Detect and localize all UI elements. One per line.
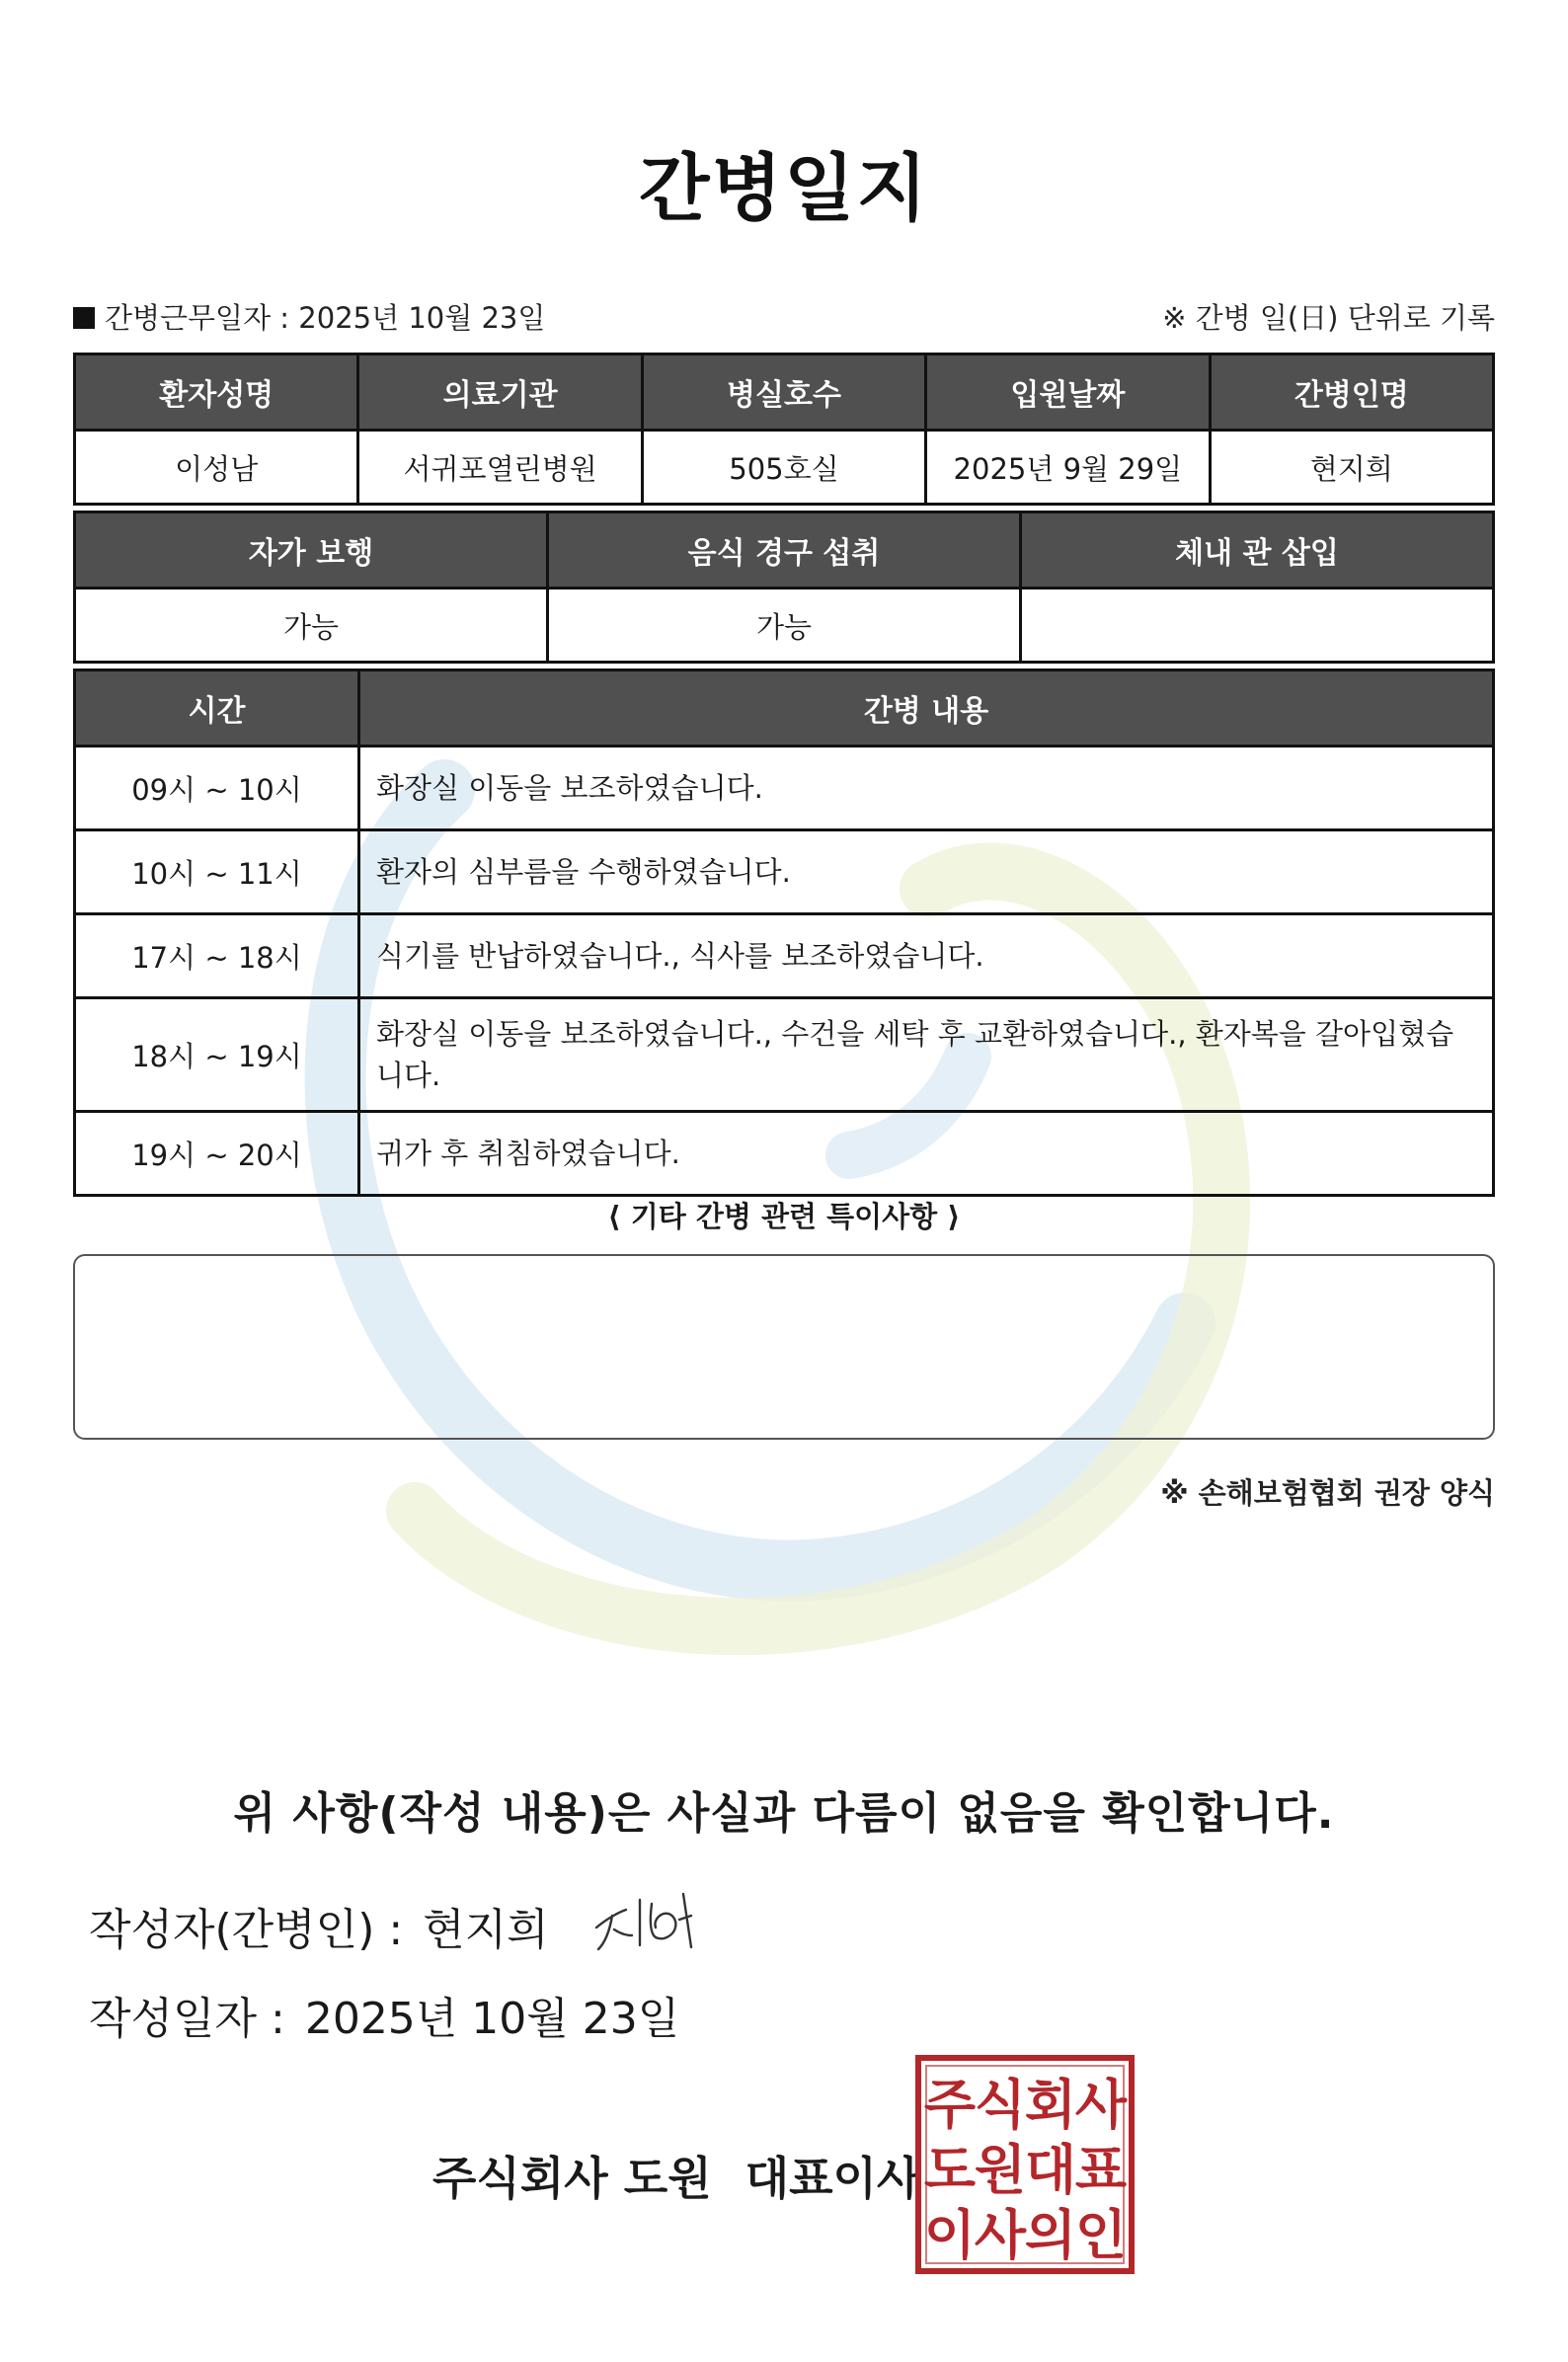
patient-info-table — [73, 353, 1495, 506]
log-time: 18시 ~ 19시 — [75, 998, 359, 1112]
form-note: ※ 손해보험협회 권장 양식 — [1160, 1476, 1495, 1510]
seal-glyph: 표 — [1074, 2139, 1128, 2201]
header-time: 시간 — [75, 670, 359, 747]
header-admission-date: 입원날짜 — [926, 354, 1210, 431]
header-tube-insertion: 체내 관 삽입 — [1021, 512, 1494, 589]
caregiver-name: 현지희 — [1210, 431, 1493, 505]
company-seal-stamp — [914, 2054, 1136, 2275]
header-room: 병실호수 — [642, 354, 925, 431]
patient-name: 이성남 — [75, 431, 358, 505]
oral-intake-value: 가능 — [548, 589, 1021, 663]
seal-glyph: 식 — [974, 2074, 1027, 2136]
seal-glyph: 회 — [1024, 2074, 1077, 2136]
writer-label: 작성자(간병인) : — [89, 1905, 404, 1955]
header-caregiver-name: 간병인명 — [1210, 354, 1493, 431]
record-note: ※ 간병 일(日) 단위로 기록 — [1162, 301, 1495, 335]
special-notes-box — [73, 1254, 1495, 1440]
representative-title: 대표이사 — [745, 2152, 921, 2205]
written-date-value: 2025년 10월 23일 — [304, 1994, 680, 2044]
self-walking-value: 가능 — [75, 589, 548, 663]
table-row — [75, 747, 1494, 830]
handwritten-signature — [588, 1886, 717, 1955]
company-name: 주식회사 도원 — [432, 2152, 712, 2205]
seal-glyph: 인 — [1074, 2204, 1128, 2266]
work-date-label: 간병근무일자 : — [105, 301, 290, 335]
work-date-value: 2025년 10월 23일 — [298, 301, 546, 335]
patient-status-table — [73, 511, 1495, 664]
seal-glyph: 사 — [974, 2204, 1027, 2266]
seal-glyph: 의 — [1024, 2204, 1077, 2266]
header-oral-intake: 음식 경구 섭취 — [548, 512, 1021, 589]
seal-glyph: 원 — [974, 2139, 1027, 2201]
table-row — [75, 1112, 1494, 1196]
admission-date: 2025년 9월 29일 — [926, 431, 1210, 505]
special-notes-title: ⟨ 기타 간병 관련 특이사항 ⟩ — [607, 1200, 961, 1233]
room-number: 505호실 — [642, 431, 925, 505]
seal-glyph: 이 — [923, 2204, 977, 2266]
table-row — [75, 914, 1494, 998]
log-content: 화장실 이동을 보조하였습니다. — [359, 747, 1494, 830]
written-date-line — [89, 1983, 679, 2046]
tube-insertion-value — [1021, 589, 1494, 663]
document-title: 간병일지 — [639, 146, 929, 231]
seal-glyph: 도 — [923, 2139, 977, 2201]
table-row — [75, 998, 1494, 1112]
log-time: 09시 ~ 10시 — [75, 747, 359, 830]
square-bullet-icon — [73, 307, 95, 329]
header-patient-name: 환자성명 — [75, 354, 358, 431]
care-log-table — [73, 669, 1495, 1197]
writer-name: 현지희 — [423, 1905, 549, 1955]
written-date-label: 작성일자 : — [89, 1994, 285, 2044]
log-time: 10시 ~ 11시 — [75, 830, 359, 914]
header-hospital: 의료기관 — [358, 354, 642, 431]
log-content: 식기를 반납하였습니다., 식사를 보조하였습니다. — [359, 914, 1494, 998]
seal-glyph: 주 — [923, 2074, 977, 2136]
log-time: 17시 ~ 18시 — [75, 914, 359, 998]
confirmation-statement: 위 사항(작성 내용)은 사실과 다름이 없음을 확인합니다. — [233, 1788, 1335, 1839]
header-self-walking: 자가 보행 — [75, 512, 548, 589]
seal-glyph: 사 — [1074, 2074, 1128, 2136]
hospital-name: 서귀포열린병원 — [358, 431, 642, 505]
log-content: 화장실 이동을 보조하였습니다., 수건을 세탁 후 교환하였습니다., 환자복을 갈아입혔습니다. — [359, 998, 1494, 1112]
writer-line — [89, 1894, 549, 1957]
company-line — [432, 2143, 920, 2208]
seal-glyph: 대 — [1024, 2139, 1077, 2201]
header-care-content: 간병 내용 — [359, 670, 1494, 747]
log-content: 환자의 심부름을 수행하였습니다. — [359, 830, 1494, 914]
work-date-line — [73, 296, 545, 337]
table-row — [75, 830, 1494, 914]
log-content: 귀가 후 취침하였습니다. — [359, 1112, 1494, 1196]
log-time: 19시 ~ 20시 — [75, 1112, 359, 1196]
